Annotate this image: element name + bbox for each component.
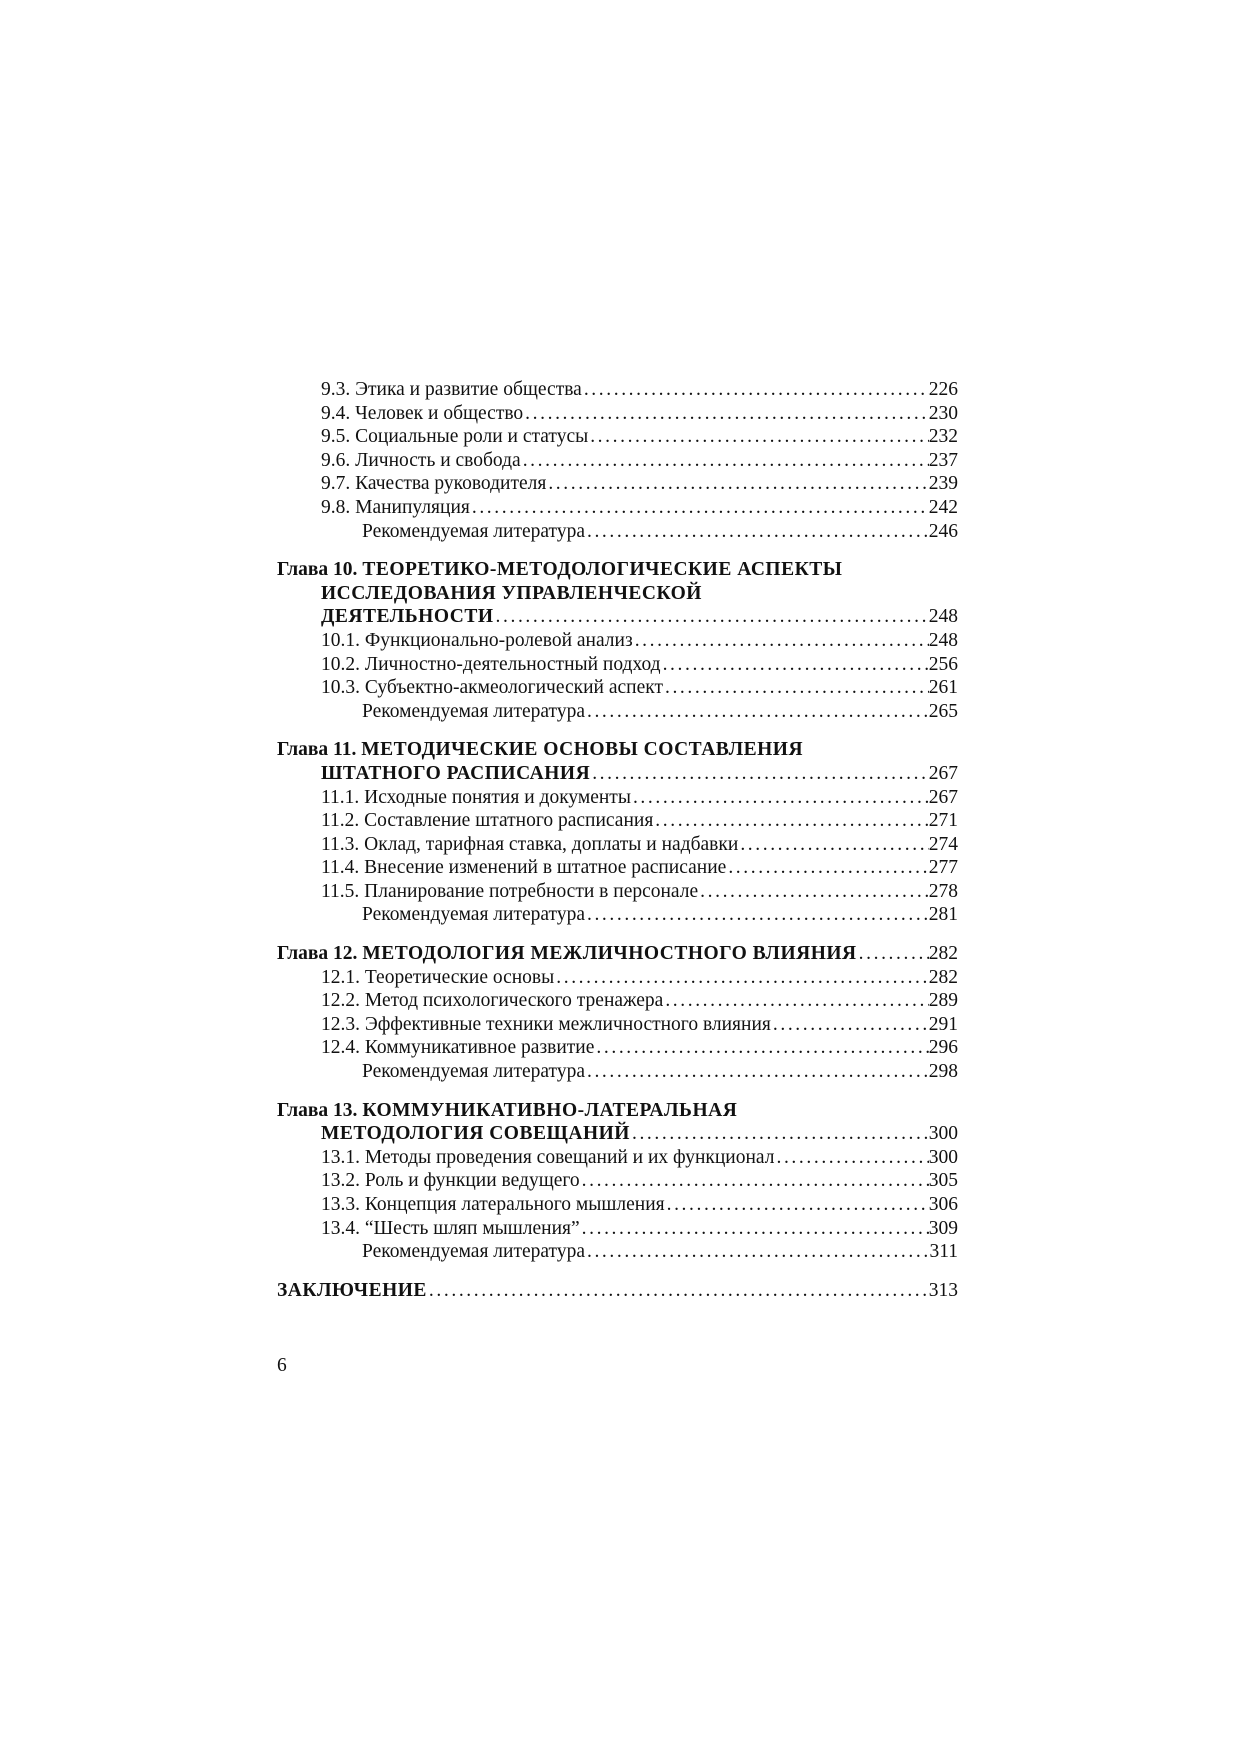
toc-literature-entry: Рекомендуемая литература ..... 265 (277, 700, 958, 724)
toc-entry: 11.1. Исходные понятия и документы ..... 267 (277, 786, 958, 810)
chapter-heading: Глава 12. МЕТОДОЛОГИЯ МЕЖЛИЧНОСТНОГО ВЛИЯНИЯ ..... 282 (277, 942, 958, 966)
toc-entry: 9.6. Личность и свобода ..... 237 (277, 449, 958, 473)
toc-entry: 11.5. Планирование потребности в персонале ..... 278 (277, 880, 958, 904)
toc-entry: 13.1. Методы проведения совещаний и их функционал ..... 300 (277, 1146, 958, 1170)
chapter-heading: Глава 11. МЕТОДИЧЕСКИЕ ОСНОВЫ СОСТАВЛЕНИЯ (277, 739, 804, 761)
toc-entry: 9.4. Человек и общество ..... 230 (277, 402, 958, 426)
toc-entry: 9.7. Качества руководителя ..... 239 (277, 472, 958, 496)
toc-literature-entry: Рекомендуемая литература ..... 246 (277, 520, 958, 544)
table-of-contents (277, 378, 958, 1302)
toc-entry: 13.3. Концепция латерального мышления ..... 306 (277, 1193, 958, 1217)
toc-entry: 12.2. Метод психологического тренажера ..... 289 (277, 989, 958, 1013)
chapter-heading: Глава 13. КОММУНИКАТИВНО-ЛАТЕРАЛЬНАЯ (277, 1099, 738, 1121)
toc-entry: 9.3. Этика и развитие общества ..... 226 (277, 378, 958, 402)
page-number: 6 (277, 1355, 287, 1376)
chapter-heading-continuation: МЕТОДОЛОГИЯ СОВЕЩАНИЙ ..... 300 (277, 1122, 958, 1146)
toc-literature-entry: Рекомендуемая литература ..... 311 (277, 1240, 958, 1264)
toc-entry: 12.3. Эффективные техники межличностного влияния ..... 291 (277, 1013, 958, 1037)
toc-entry: 9.8. Манипуляция ..... 242 (277, 496, 958, 520)
toc-entry: 10.1. Функционально-ролевой анализ ..... 248 (277, 629, 958, 653)
toc-entry: 10.2. Личностно-деятельностный подход ..... 256 (277, 653, 958, 677)
toc-entry: 10.3. Субъектно-акмеологический аспект ..... 261 (277, 676, 958, 700)
toc-entry: 9.5. Социальные роли и статусы ..... 232 (277, 425, 958, 449)
chapter-heading-continuation: ШТАТНОГО РАСПИСАНИЯ ..... 267 (277, 762, 958, 786)
toc-entry: 11.2. Составление штатного расписания ..... 271 (277, 809, 958, 833)
toc-conclusion-entry: ЗАКЛЮЧЕНИЕ ..... 313 (277, 1279, 958, 1303)
toc-literature-entry: Рекомендуемая литература ..... 298 (277, 1060, 958, 1084)
toc-entry: 13.2. Роль и функции ведущего ..... 305 (277, 1169, 958, 1193)
toc-literature-entry: Рекомендуемая литература ..... 281 (277, 903, 958, 927)
toc-entry: 12.1. Теоретические основы ..... 282 (277, 966, 958, 990)
toc-entry: 11.3. Оклад, тарифная ставка, доплаты и надбавки ..... 274 (277, 833, 958, 857)
toc-entry: 11.4. Внесение изменений в штатное расписание ..... 277 (277, 856, 958, 880)
chapter-heading-continuation: ИССЛЕДОВАНИЯ УПРАВЛЕНЧЕСКОЙ (321, 582, 702, 604)
toc-entry: 13.4. “Шесть шляп мышления” ..... 309 (277, 1217, 958, 1241)
toc-entry: 12.4. Коммуникативное развитие ..... 296 (277, 1036, 958, 1060)
chapter-heading: Глава 10. ТЕОРЕТИКО-МЕТОДОЛОГИЧЕСКИЕ АСПЕКТЫ (277, 559, 843, 581)
chapter-heading-continuation: ДЕЯТЕЛЬНОСТИ ..... 248 (277, 605, 958, 629)
